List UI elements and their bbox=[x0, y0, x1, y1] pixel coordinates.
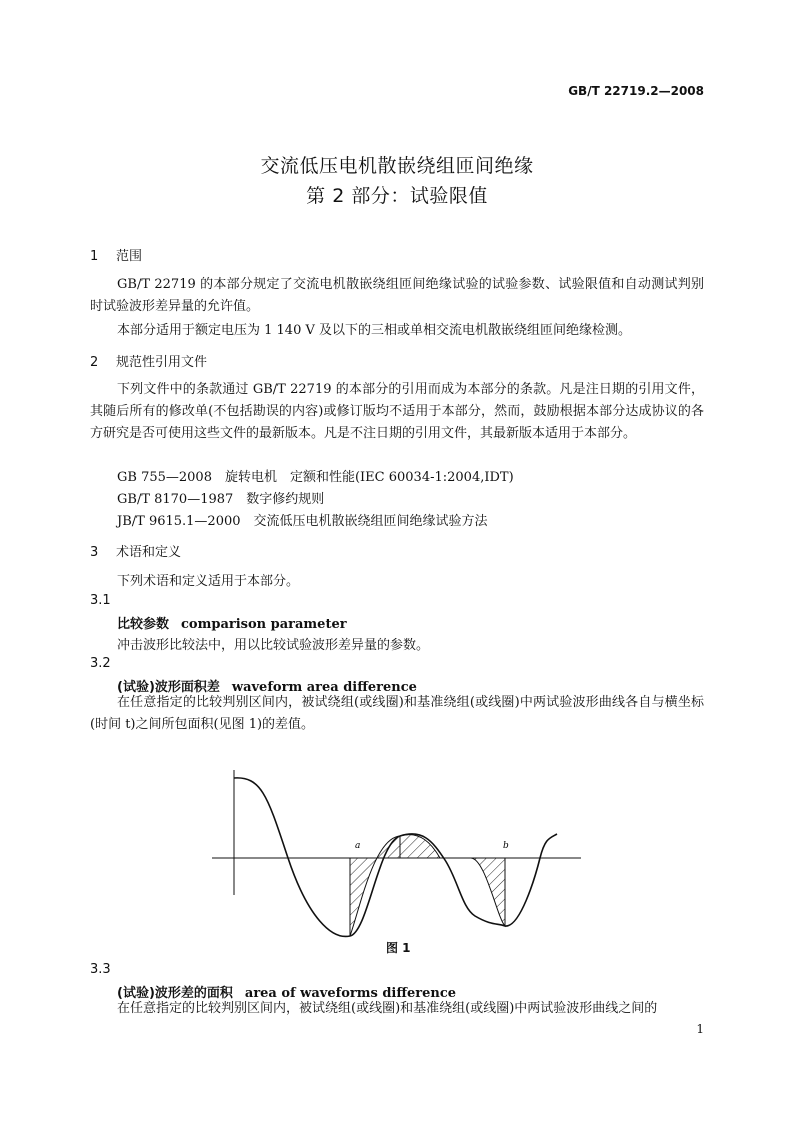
standard-number: GB/T 22719.2—2008 bbox=[568, 84, 704, 98]
section-3-heading bbox=[90, 541, 181, 560]
section-2-paragraph: 下列文件中的条款通过 GB/T 22719 的本部分的引用而成为本部分的条款。凡是注日期的引用文件，其随后所有的修改单(不包括勘误的内容)或修订版均不适用于本部分，然而，鼓励根据本部分达成协议的各方研究是否可使用这些文件的最新版本。凡是不注日期的引用文件，其最新版本适用于本部分。 bbox=[90, 382, 704, 441]
term-cn: (试验)波形面积差 bbox=[117, 680, 220, 695]
term-en: comparison parameter bbox=[181, 617, 347, 632]
section-number: 1 bbox=[90, 249, 99, 264]
section-number: 2 bbox=[90, 355, 99, 370]
page-number: 1 bbox=[696, 1022, 704, 1036]
section-1-heading bbox=[90, 245, 142, 264]
waveform-figure bbox=[200, 758, 600, 958]
hatched-area bbox=[350, 836, 400, 936]
term-en: waveform area difference bbox=[231, 680, 417, 695]
term-definition: 在任意指定的比较判别区间内，被试绕组(或线圈)和基准绕组(或线圈)中两试验波形曲线之间的 bbox=[117, 1001, 658, 1016]
section-title: 术语和定义 bbox=[116, 545, 182, 560]
label-a: a bbox=[355, 841, 361, 851]
document-title: 交流低压电机散嵌绕组匝间绝缘 bbox=[260, 155, 534, 177]
term-cn: 比较参数 bbox=[117, 617, 170, 632]
reference-item: GB 755—2008 旋转电机 定额和性能(IEC 60034-1:2004,IDT) bbox=[117, 470, 514, 485]
section-2-heading bbox=[90, 351, 207, 370]
reference-item: GB/T 8170—1987 数字修约规则 bbox=[117, 492, 325, 507]
section-3-intro: 下列术语和定义适用于本部分。 bbox=[117, 574, 300, 589]
document-subtitle: 第 2 部分：试验限值 bbox=[306, 185, 488, 207]
section-1-paragraph-2: 本部分适用于额定电压为 1 140 V 及以下的三相或单相交流电机散嵌绕组匝间绝缘检测。 bbox=[117, 323, 632, 338]
label-b: b bbox=[503, 841, 509, 851]
term-cn: (试验)波形差的面积 bbox=[117, 986, 233, 1001]
term-number: 3.3 bbox=[90, 962, 111, 977]
figure-caption: 图 1 bbox=[386, 941, 411, 955]
term-definition: 在任意指定的比较判别区间内，被试绕组(或线圈)和基准绕组(或线圈)中两试验波形曲线各自与横坐标(时间 t)之间所包面积(见图 1)的差值。 bbox=[90, 695, 704, 732]
reference-item: JB/T 9615.1—2000 交流低压电机散嵌绕组匝间绝缘试验方法 bbox=[117, 514, 488, 529]
term-3-1 bbox=[117, 613, 347, 632]
section-title: 范围 bbox=[116, 249, 143, 264]
section-number: 3 bbox=[90, 545, 99, 560]
term-definition: 冲击波形比较法中，用以比较试验波形差异量的参数。 bbox=[117, 638, 430, 653]
term-number: 3.2 bbox=[90, 656, 111, 671]
section-1-paragraph-1: GB/T 22719 的本部分规定了交流电机散嵌绕组匝间绝缘试验的试验参数、试验限值和自动测试判别时试验波形差异量的允许值。 bbox=[90, 277, 704, 314]
term-number: 3.1 bbox=[90, 593, 111, 608]
section-title: 规范性引用文件 bbox=[116, 355, 208, 370]
term-en: area of waveforms difference bbox=[244, 986, 457, 1001]
